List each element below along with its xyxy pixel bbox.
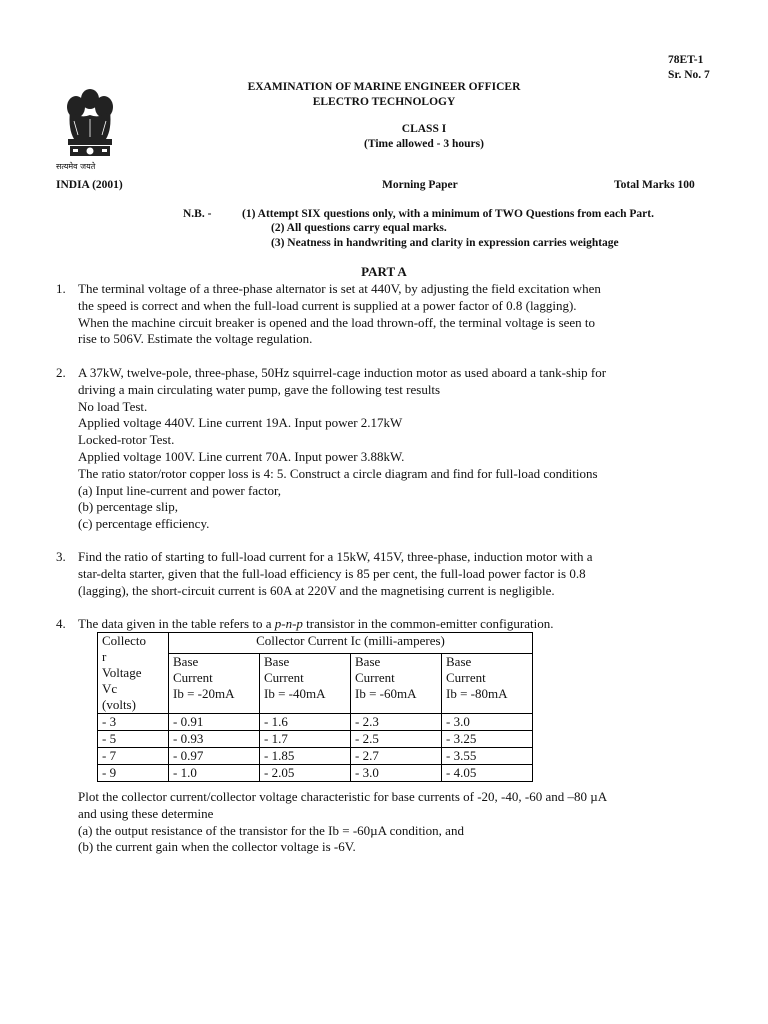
question-text-line: Locked-rotor Test. (78, 432, 175, 448)
table-cell: - 3.0 (351, 765, 442, 782)
table-cell: - 2.3 (351, 714, 442, 731)
question-text-line: (lagging), the short-circuit current is 60A at 220V and the magnetising current is negligible. (78, 582, 555, 598)
transistor-data-table (97, 632, 533, 782)
paper-code: 78ET-1 (668, 54, 704, 66)
question-text-line: (a) Input line-current and power factor, (78, 482, 282, 498)
state-emblem-icon (56, 85, 120, 175)
question-text-line: The ratio stator/rotor copper loss is 4: 5. Construct a circle diagram and find for full-load conditions (78, 465, 598, 481)
table-header-cell: Base Current Ib = -40mA (260, 653, 351, 713)
question-number: 4. (56, 616, 66, 631)
table-row (98, 731, 533, 748)
emblem-motto: सत्यमेव जयते (56, 162, 96, 171)
paper-session: Morning Paper (382, 179, 458, 191)
question-text-line: the speed is correct and when the full-load current is supplied at a power factor of 0.8 (lagging). (78, 297, 577, 313)
question-number: 2. (56, 365, 66, 380)
table-row (98, 714, 533, 731)
table-cell: - 3 (98, 714, 169, 731)
table-header-cell: Base Current Ib = -60mA (351, 653, 442, 713)
table-row (98, 748, 533, 765)
question-number: 3. (56, 549, 66, 564)
table-cell: - 1.85 (260, 748, 351, 765)
table-cell: - 2.7 (351, 748, 442, 765)
total-marks: Total Marks 100 (614, 179, 695, 191)
question-text-line: rise to 506V. Estimate the voltage regulation. (78, 331, 313, 347)
question-1 (56, 281, 716, 351)
question-text-line: The terminal voltage of a three-phase alternator is set at 440V, by adjusting the field excitation when (78, 281, 601, 296)
table-row (98, 765, 533, 782)
question-text-line: When the machine circuit breaker is opened and the load thrown-off, the terminal voltage is seen to (78, 314, 596, 330)
table-cell: - 5 (98, 731, 169, 748)
nb-item: (2) All questions carry equal marks. (271, 222, 447, 234)
table-cell: - 1.6 (260, 714, 351, 731)
question-text-line: Plot the collector current/collector voltage characteristic for base currents of -20, -40, -60 and –80 µA (78, 789, 608, 804)
table-cell: - 4.05 (442, 765, 533, 782)
table-cell: - 3.55 (442, 748, 533, 765)
exam-subject: ELECTRO TECHNOLOGY (312, 96, 456, 108)
serial-number: Sr. No. 7 (668, 69, 710, 81)
part-title: PART A (361, 264, 407, 279)
question-text-line: Applied voltage 440V. Line current 19A. Input power 2.17kW (78, 415, 403, 431)
nb-label: N.B. - (183, 208, 212, 220)
question-text-line: driving a main circulating water pump, gave the following test results (78, 381, 441, 397)
question-text-line: (b) percentage slip, (78, 499, 178, 515)
table-cell: - 3.25 (442, 731, 533, 748)
question-text-line: star-delta starter, given that the full-load efficiency is 85 per cent, the full-load power factor is 0.8 (78, 565, 586, 581)
nb-item: (1) Attempt SIX questions only, with a minimum of TWO Questions from each Part. (242, 208, 654, 220)
country-year: INDIA (2001) (56, 179, 123, 191)
table-cell: - 1.7 (260, 731, 351, 748)
question-text-line: (a) the output resistance of the transistor for the Ib = -60µA condition, and (78, 822, 464, 838)
table-group-header: Collector Current Ic (milli-amperes) (169, 633, 533, 654)
table-cell: - 1.0 (169, 765, 260, 782)
question-text-line: Applied voltage 100V. Line current 70A. Input power 3.88kW. (78, 448, 405, 464)
table-cell: - 2.5 (351, 731, 442, 748)
question-2 (56, 365, 716, 535)
table-header-cell: Base Current Ib = -80mA (442, 653, 533, 713)
table-cell: - 0.97 (169, 748, 260, 765)
table-cell: - 2.05 (260, 765, 351, 782)
question-3 (56, 549, 716, 601)
exam-class: CLASS I (401, 123, 447, 135)
question-text-line: (c) percentage efficiency. (78, 516, 210, 532)
table-cell: - 9 (98, 765, 169, 782)
question-text-line: No load Test. (78, 398, 148, 414)
question-text-line: and using these determine (78, 805, 214, 821)
question-text-line: (b) the current gain when the collector voltage is -6V. (78, 839, 356, 855)
table-cell: - 0.91 (169, 714, 260, 731)
question-text-line: A 37kW, twelve-pole, three-phase, 50Hz squirrel-cage induction motor as used aboard a tank-ship for (78, 365, 607, 380)
question-text-line: The data given in the table refers to a p-n-p transistor in the common-emitter configuration. (78, 616, 554, 631)
question-text-line: Find the ratio of starting to full-load current for a 15kW, 415V, three-phase, induction motor with a (78, 549, 593, 564)
question-4-instructions (56, 789, 716, 859)
question-number: 1. (56, 281, 66, 296)
table-header-cell: Base Current Ib = -20mA (169, 653, 260, 713)
nb-item: (3) Neatness in handwriting and clarity in expression carries weightage (271, 237, 619, 249)
table-cell: - 0.93 (169, 731, 260, 748)
table-cell: - 3.0 (442, 714, 533, 731)
table-header-cell: Collecto r Voltage Vc (volts) (98, 633, 169, 714)
table-cell: - 7 (98, 748, 169, 765)
time-allowed: (Time allowed - 3 hours) (364, 138, 484, 150)
exam-title: EXAMINATION OF MARINE ENGINEER OFFICER (247, 81, 521, 93)
